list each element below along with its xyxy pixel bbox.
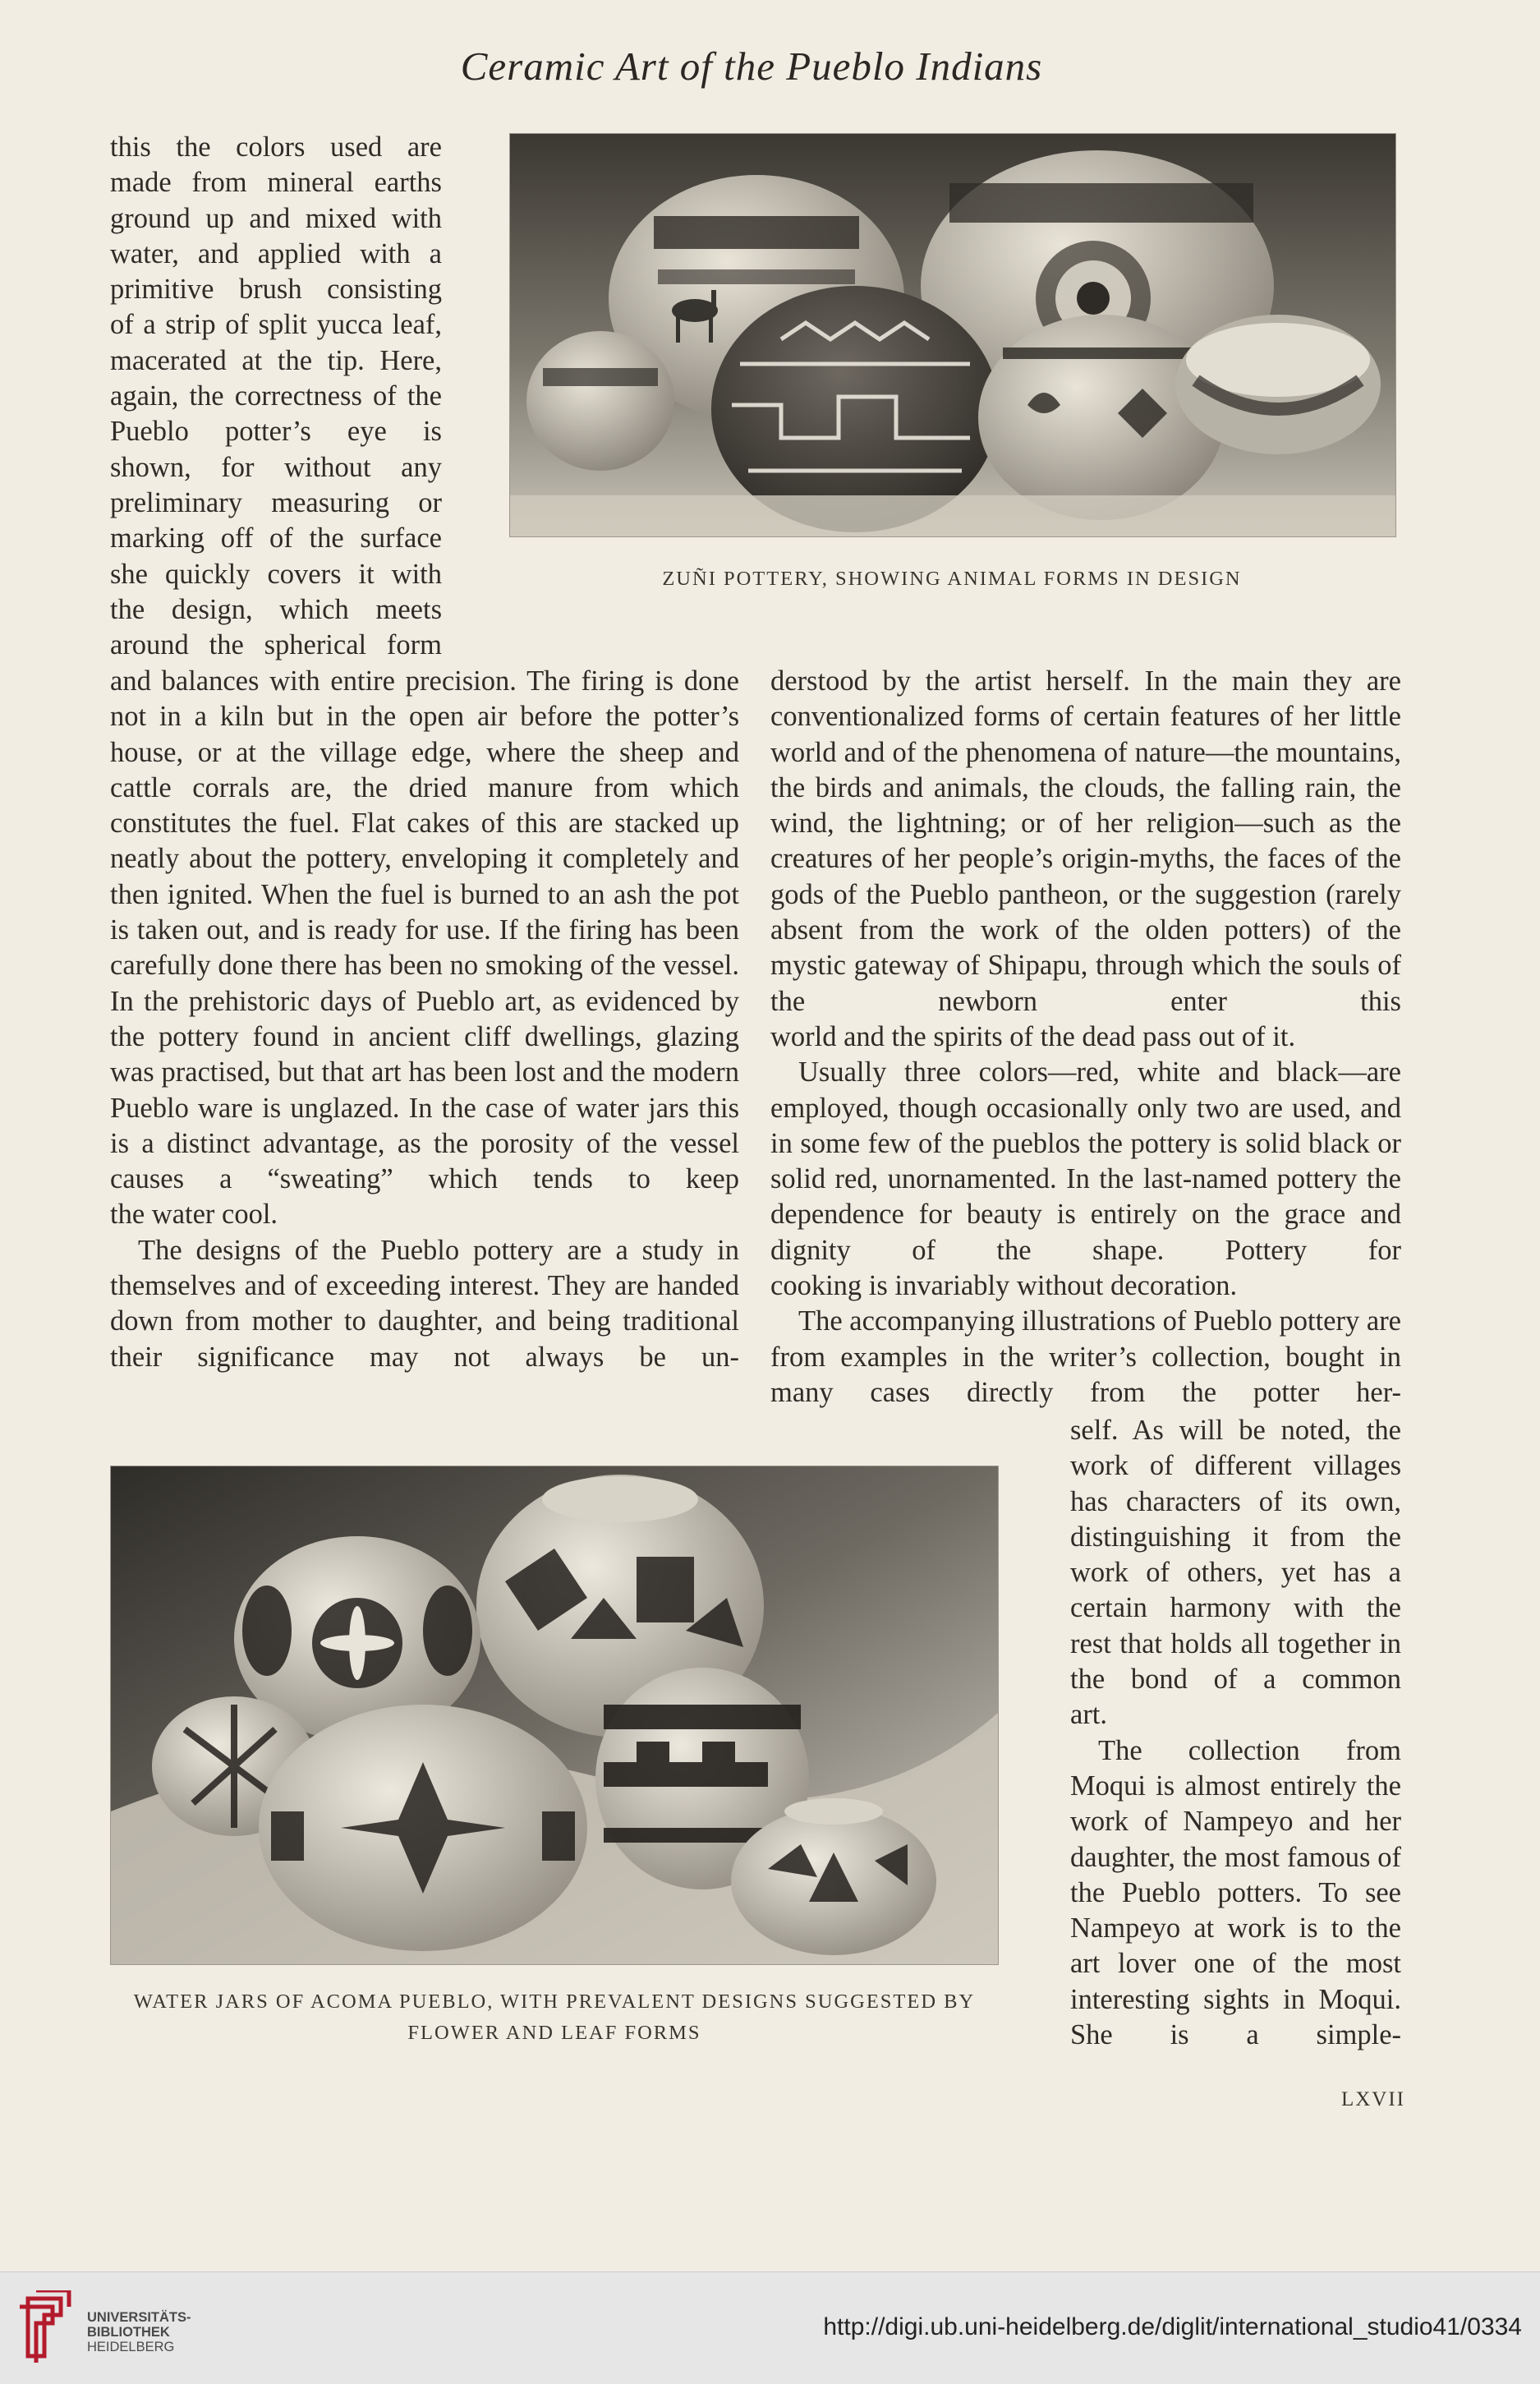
library-name-line-2: BIBLIOTHEK <box>87 2325 170 2340</box>
top-photo-caption: ZUÑI POTTERY, SHOWING ANIMAL FORMS IN DESIGN <box>662 568 1242 590</box>
intro-line: shown, for without any <box>110 451 442 483</box>
intro-line: Pueblo potter’s eye is <box>110 416 442 448</box>
zuni-pottery-photo <box>509 133 1396 537</box>
intro-line: of a strip of split yucca leaf, <box>110 309 442 341</box>
side-column <box>1070 1413 1401 2053</box>
source-url-link[interactable]: http://digi.ub.uni-heidelberg.de/diglit/international_studio41/0334 <box>823 2313 1522 2340</box>
side-para-1-last-line: art. <box>1070 1699 1108 1731</box>
intro-line: marking off of the surface <box>110 522 442 555</box>
intro-line: around the spherical form <box>110 629 442 661</box>
left-column <box>110 664 739 1375</box>
right-para-2-last-line: cooking is invariably without decoration. <box>770 1270 1238 1302</box>
intro-line: preliminary measuring or <box>110 486 442 518</box>
right-para-1-last-line: world and the spirits of the dead pass out of it. <box>770 1020 1296 1052</box>
intro-text-block <box>110 130 442 663</box>
left-para-1: and balances with entire precision. The firing is done not in a kiln but in the open air before the potter’s house, or at the village edge, where the sheep and cattle corrals are, the dried manure from which constitutes the fuel. Flat cakes of this are stacked up neatly about the pottery, enveloping it completely and then ignited. When the fuel is burned to an ash the pot is taken out, and is ready for use. If the firing has been carefully done there has been no smoking of the vessel. In the prehistoric days of Pueblo art, as evidenced by the pottery found in ancient cliff dwellings, glazing was practised, but that art has been lost and the modern Pueblo ware is unglazed. In the case of water jars this is a distinct advantage, as the porosity of the vessel causes a “sweating” which tends to keep <box>110 665 739 1195</box>
side-para-1: self. As will be noted, the work of different villages has characters of its own, distinguishing it from the work of others, yet has a certain harmony with the rest that holds all together in the bond of a common <box>1070 1415 1401 1696</box>
right-para-1: derstood by the artist herself. In the main they are conventionalized forms of certain features of her little world and of the phenomena of nature—the mountains, the birds and animals, the clouds, the falling rain, the wind, the lightning; or of her religion—such as the creatures of her people’s origin-myths, the faces of the gods of the Pueblo pantheon, or the suggestion (rarely absent from the work of the olden potters) of the mystic gateway of Shipapu, through which the souls of the newborn enter this <box>770 665 1401 1017</box>
intro-line: ground up and mixed with <box>110 202 442 234</box>
acoma-water-jars-photo <box>110 1466 999 1965</box>
running-title: Ceramic Art of the Pueblo Indians <box>460 44 1043 89</box>
page-number: LXVII <box>1340 2088 1405 2110</box>
intro-line: she quickly covers it with <box>110 558 442 590</box>
left-para-2: The designs of the Pueblo pottery are a study in themselves and of exceeding interest. They are handed down from mother to daughter, and being traditional their significance may not always be un- <box>110 1234 739 1373</box>
intro-line: macerated at the tip. Here, <box>110 344 442 376</box>
right-column <box>770 664 1401 1411</box>
right-para-3: The accompanying illustrations of Pueblo pottery are from examples in the writer’s collection, bought in many cases directly from the potter her- <box>770 1305 1401 1408</box>
bottom-caption-line-1: WATER JARS OF ACOMA PUEBLO, WITH PREVALENT DESIGNS SUGGESTED BY <box>133 1991 976 2013</box>
library-name-line-1: UNIVERSITÄTS- <box>87 2310 191 2325</box>
intro-line: primitive brush consisting <box>110 274 442 306</box>
library-logo-icon <box>11 2290 82 2366</box>
library-name <box>87 2310 191 2354</box>
library-name-line-3: HEIDELBERG <box>87 2340 175 2354</box>
intro-line: again, the correctness of the <box>110 380 442 412</box>
bottom-caption-line-2: FLOWER AND LEAF FORMS <box>407 2022 701 2044</box>
left-para-1-last-line: the water cool. <box>110 1199 278 1231</box>
intro-line: the design, which meets <box>110 593 442 625</box>
viewer-footer <box>0 2271 1540 2384</box>
intro-line: water, and applied with a <box>110 237 442 269</box>
intro-line: made from mineral earths <box>110 167 442 199</box>
side-para-2: The collection from Moqui is almost entirely the work of Nampeyo and her daughter, the most famous of the Pueblo potters. To see Nampeyo at work is to the art lover one of the most interesting sights in Moqui. She is a simple- <box>1070 1734 1401 2051</box>
bottom-photo-caption <box>99 1986 1010 2049</box>
right-para-2: Usually three colors—red, white and black—are employed, though occasionally only two are used, and in some few of the pueblos the pottery is solid black or solid red, unornamented. In the last-named pottery the dependence for beauty is entirely on the grace and dignity of the shape. Pottery for <box>770 1056 1401 1266</box>
intro-line: this the colors used are <box>110 131 442 163</box>
